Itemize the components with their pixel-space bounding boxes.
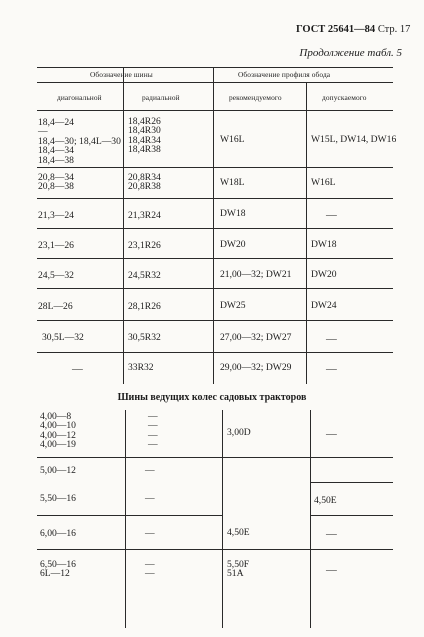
garden-recommended-cell xyxy=(227,428,251,437)
radial-cell-line: 30,5R32 xyxy=(128,332,161,343)
garden-recommended-cell-line: 4,50E xyxy=(227,527,250,538)
permitted-cell xyxy=(326,209,337,221)
header-diagonal: диагональной xyxy=(57,93,102,102)
row-rule xyxy=(37,167,393,168)
garden-permitted-cell xyxy=(326,528,337,540)
garden-diagonal-cell xyxy=(40,560,76,579)
garden-col-divider-3 xyxy=(310,410,311,628)
recommended-cell-line: W16L xyxy=(220,134,245,145)
row-rule xyxy=(37,352,393,353)
permitted-cell-line: DW24 xyxy=(311,300,337,311)
diagonal-cell-line: — xyxy=(38,126,48,138)
radial-cell-line: 24,5R32 xyxy=(128,270,161,281)
permitted-cell xyxy=(311,270,337,279)
garden-diagonal-cell-line: 6,00—16 xyxy=(40,528,76,539)
garden-row-rule xyxy=(37,549,393,550)
permitted-cell xyxy=(326,333,337,345)
garden-permitted-cell xyxy=(326,564,337,576)
garden-diagonal-cell xyxy=(40,529,76,538)
garden-diagonal-cell xyxy=(40,466,76,475)
recommended-cell-line: DW25 xyxy=(220,300,246,311)
row-rule xyxy=(37,228,393,229)
diagonal-cell xyxy=(38,241,74,250)
permitted-cell xyxy=(311,178,336,187)
garden-recommended-cell-line: 3,00D xyxy=(227,427,251,438)
recommended-cell xyxy=(220,363,291,372)
col-divider-3 xyxy=(306,82,307,384)
diagonal-cell-line: 30,5L—32 xyxy=(42,332,84,343)
radial-cell-line: 20,8R34 xyxy=(128,172,161,183)
header-radial: радиальной xyxy=(142,93,180,102)
radial-cell-line: 18,4R30 xyxy=(128,125,161,137)
garden-radial-cell-line: — xyxy=(145,493,155,504)
standard-number: ГОСТ 25641—84 xyxy=(296,24,376,35)
section-title: Шины ведущих колес садовых тракторов xyxy=(117,392,307,403)
garden-permitted-cell xyxy=(314,496,337,505)
radial-cell-line: 23,1R26 xyxy=(128,240,161,251)
diagonal-cell xyxy=(38,271,74,280)
garden-radial-cell-line: — xyxy=(148,420,158,432)
garden-diagonal-cell-line: 4,00—12 xyxy=(40,429,76,441)
radial-cell xyxy=(128,211,161,220)
radial-cell-line: 33R32 xyxy=(128,362,154,373)
recommended-cell-line: DW18 xyxy=(220,208,246,219)
garden-diagonal-cell-line: 4,00—19 xyxy=(40,439,76,451)
diagonal-cell xyxy=(42,333,84,342)
garden-recommended-cell-line: 5,50F xyxy=(227,559,250,570)
permitted-cell-line: — xyxy=(326,363,337,375)
garden-radial-cell-line: — xyxy=(148,411,158,422)
diagonal-cell-line: 18,4—30; 18,4L—30 xyxy=(38,135,121,147)
permitted-cell-line: W15L, DW14, DW16 xyxy=(311,134,397,145)
permitted-cell xyxy=(311,301,337,310)
garden-row-rule xyxy=(310,482,393,483)
garden-diagonal-cell-line: 5,00—12 xyxy=(40,465,76,476)
col-divider-2 xyxy=(213,67,214,384)
header-sub-rule xyxy=(37,82,393,83)
diagonal-cell-line: 20,8—34 xyxy=(38,172,74,183)
garden-row-rule xyxy=(37,457,393,458)
permitted-cell-line: W16L xyxy=(311,177,336,188)
garden-permitted-cell-line: — xyxy=(326,528,337,540)
diagonal-cell-line: 18,4—34 xyxy=(38,145,74,157)
diagonal-cell xyxy=(38,118,121,165)
diagonal-cell-line: 28L—26 xyxy=(38,301,73,312)
garden-permitted-cell-line: — xyxy=(326,428,337,440)
permitted-cell-line: — xyxy=(326,333,337,345)
permitted-cell xyxy=(311,135,396,144)
diagonal-cell-line: 18,4—24 xyxy=(38,117,74,128)
recommended-cell xyxy=(220,301,246,310)
diagonal-cell-line: 18,4—38 xyxy=(38,154,74,166)
diagonal-cell-line: — xyxy=(72,363,83,375)
garden-row-rule xyxy=(310,515,393,516)
diagonal-cell xyxy=(38,173,74,192)
garden-diagonal-cell-line: 6L—12 xyxy=(40,568,70,580)
row-rule xyxy=(37,258,393,259)
permitted-cell-line: DW20 xyxy=(311,269,337,280)
diagonal-cell xyxy=(38,302,73,311)
header-tire-designation: Обозначение шины xyxy=(90,70,153,79)
recommended-cell xyxy=(220,240,246,249)
recommended-cell xyxy=(220,135,245,144)
row-rule xyxy=(37,320,393,321)
garden-radial-cell-line: — xyxy=(148,429,158,441)
recommended-cell xyxy=(220,209,246,218)
garden-radial-cell-line: — xyxy=(145,465,155,476)
garden-diagonal-cell xyxy=(40,494,76,503)
diagonal-cell-line: 21,3—24 xyxy=(38,210,74,221)
diagonal-cell-line: 20,8—38 xyxy=(38,181,74,193)
garden-permitted-cell xyxy=(326,428,337,440)
header-permitted: допускаемого xyxy=(322,93,367,102)
diagonal-cell-line: 24,5—32 xyxy=(38,270,74,281)
col-divider-1 xyxy=(123,67,124,384)
radial-cell-line: 28,1R26 xyxy=(128,301,161,312)
garden-radial-cell-line: — xyxy=(145,568,155,580)
garden-col-divider-2 xyxy=(222,410,223,628)
diagonal-cell xyxy=(38,211,74,220)
permitted-cell-line: — xyxy=(326,209,337,221)
garden-recommended-cell xyxy=(227,560,249,579)
recommended-cell xyxy=(220,270,291,279)
garden-radial-cell xyxy=(145,560,155,579)
garden-diagonal-cell xyxy=(40,412,76,450)
row-rule xyxy=(37,198,393,199)
radial-cell xyxy=(128,173,161,192)
garden-diagonal-cell-line: 4,00—10 xyxy=(40,420,76,432)
page-number: Стр. 17 xyxy=(377,24,411,35)
garden-radial-cell-line: — xyxy=(145,559,155,570)
radial-cell-line: 20,8R38 xyxy=(128,181,161,193)
radial-cell xyxy=(128,363,154,372)
radial-cell xyxy=(128,117,161,155)
garden-recommended-cell xyxy=(227,528,250,537)
garden-diagonal-cell-line: 4,00—8 xyxy=(40,411,72,422)
header-rim-designation: Обозначение профиля обода xyxy=(238,70,331,79)
garden-permitted-cell-line: — xyxy=(326,564,337,576)
garden-row-rule xyxy=(37,515,222,516)
table-top-rule xyxy=(37,67,393,68)
page-header xyxy=(296,24,410,35)
garden-radial-cell-line: — xyxy=(148,439,158,451)
diagonal-cell-line: 23,1—26 xyxy=(38,240,74,251)
recommended-cell-line: DW20 xyxy=(220,239,246,250)
recommended-cell-line: W18L xyxy=(220,177,245,188)
recommended-cell-line: 21,00—32; DW21 xyxy=(220,269,292,280)
radial-cell-line: 18,4R34 xyxy=(128,134,161,146)
radial-cell-line: 18,4R38 xyxy=(128,144,161,156)
radial-cell xyxy=(128,271,161,280)
header-recommended: рекомендуемого xyxy=(229,93,282,102)
radial-cell xyxy=(128,241,161,250)
diagonal-cell xyxy=(72,363,83,375)
recommended-cell xyxy=(220,333,291,342)
garden-radial-cell xyxy=(148,412,158,450)
row-rule xyxy=(37,288,393,289)
table-continuation-label: Продолжение табл. 5 xyxy=(299,47,402,59)
permitted-cell xyxy=(311,240,337,249)
garden-diagonal-cell-line: 6,50—16 xyxy=(40,559,76,570)
garden-radial-cell xyxy=(145,466,155,475)
radial-cell-line: 18,4R26 xyxy=(128,116,161,127)
garden-permitted-cell-line: 4,50E xyxy=(314,495,337,506)
permitted-cell xyxy=(326,363,337,375)
radial-cell-line: 21,3R24 xyxy=(128,210,161,221)
recommended-cell-line: 27,00—32; DW27 xyxy=(220,332,292,343)
recommended-cell xyxy=(220,178,245,187)
garden-radial-cell xyxy=(145,494,155,503)
radial-cell xyxy=(128,333,161,342)
garden-radial-cell-line: — xyxy=(145,528,155,539)
garden-diagonal-cell-line: 5,50—16 xyxy=(40,493,76,504)
garden-recommended-cell-line: 51A xyxy=(227,568,244,580)
header-bottom-rule xyxy=(37,110,393,111)
radial-cell xyxy=(128,302,161,311)
garden-col-divider-1 xyxy=(125,410,126,628)
permitted-cell-line: DW18 xyxy=(311,239,337,250)
garden-radial-cell xyxy=(145,529,155,538)
recommended-cell-line: 29,00—32; DW29 xyxy=(220,362,292,373)
